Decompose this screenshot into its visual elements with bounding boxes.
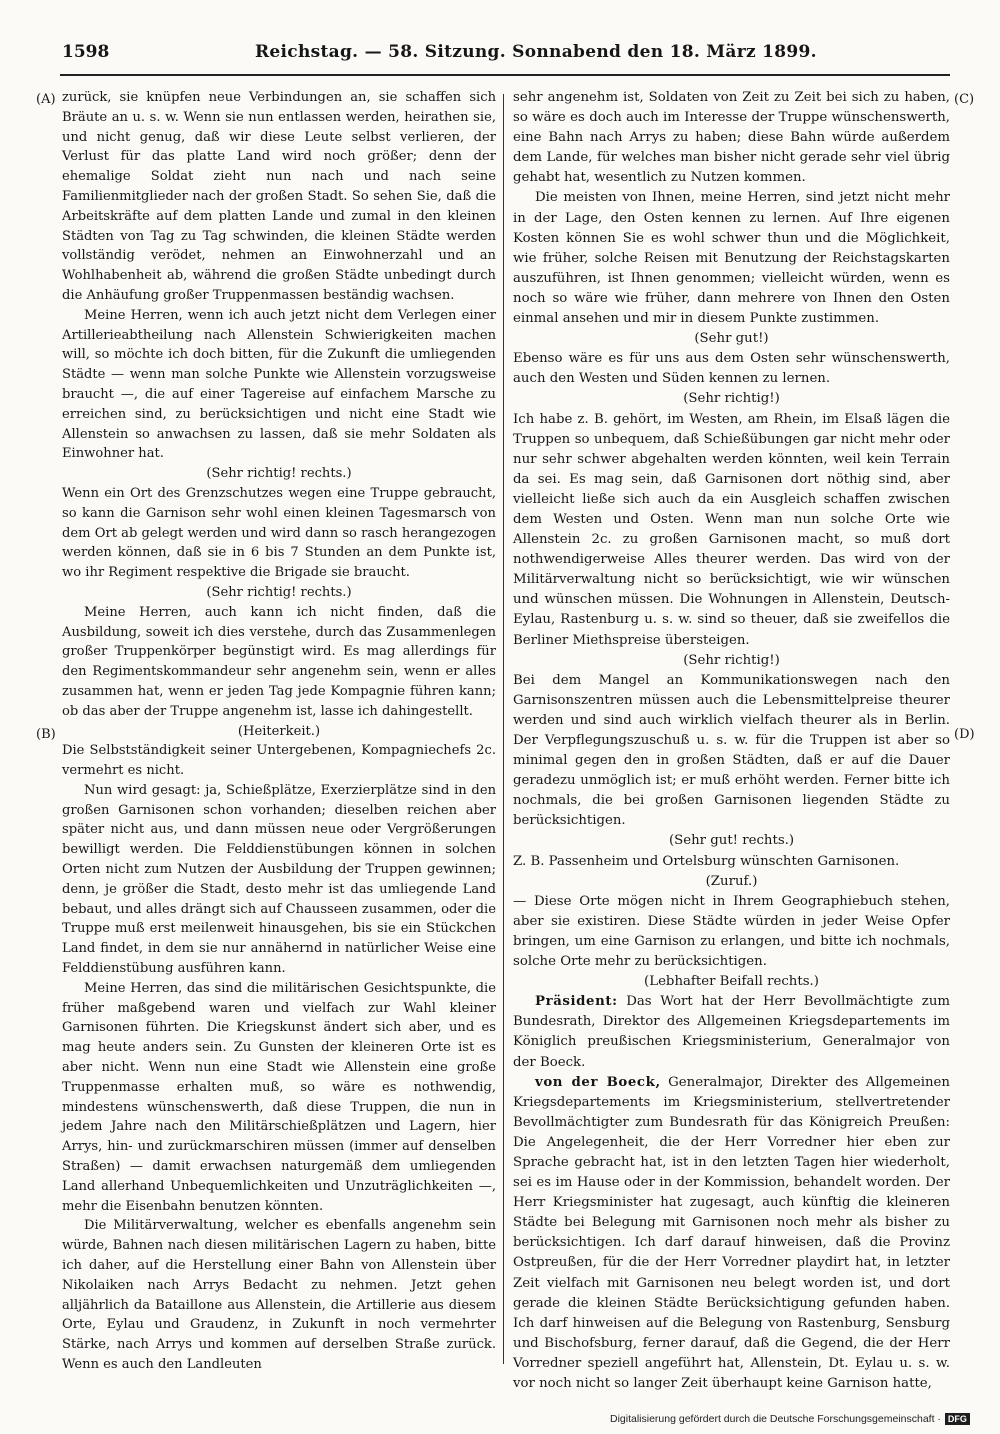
paragraph: Nun wird gesagt: ja, Schießplätze, Exerzierplätze sind in den großen Garnisonen schon vorhanden; dieselben reichen aber später nicht aus, und dann müssen neue oder Vergrößerungen bewilligt werden. Die Felddienstübungen können in solchen Orten nicht zum Nutzen der Ausbildung der Truppen gewinnen; denn, je größer die Stadt, desto mehr ist das umliegende Land bebaut, und alles drängt sich auf Chausseen zusammen, oder die Truppe muß erst meilenweit hinausgehen, bis sie ein Stückchen Land findet, in dem sie nur annähernd in natürlicher Weise eine Felddienstübung ausführen kann. xyxy=(62,782,496,977)
interjection: (Sehr richtig!) xyxy=(683,652,780,668)
interjection: (Sehr richtig!) xyxy=(683,391,780,407)
paragraph: Meine Herren, wenn ich auch jetzt nicht dem Verlegen einer Artillerieabtheilung nach Allenstein Schwierigkeiten machen will, so möchte ich doch bitten, für die Zukunft die umliegenden Städte — wenn man solche Punkte wie Allenstein vorzugsweise braucht —, die auf einer Tagereise auf einfachem Marsche zu erreichen sind, zu berücksichtigen und nicht eine Stadt wie Allenstein so anwachsen zu lassen, daß sie mehr Soldaten als Einwohner hat. xyxy=(62,307,496,462)
page-title: Reichstag. — 58. Sitzung. Sonnabend den 18. März 1899. xyxy=(255,42,817,62)
paragraph: Ebenso wäre es für uns aus dem Osten sehr wünschenswerth, auch den Westen und Süden kennen zu lernen. xyxy=(513,351,950,387)
paragraph: Wenn ein Ort des Grenzschutzes wegen eine Truppe gebraucht, so kann die Garnison sehr wohl einen kleinen Tagesmarsch von dem Ort ab gelegt werden und wird dann so rasch herangezogen werden können, daß sie in 6 bis 7 Stunden an dem Punkte ist, wo ihr Regiment respektive die Brigade sie braucht. xyxy=(62,485,496,581)
interjection: (Sehr gut! rechts.) xyxy=(668,833,795,849)
interjection: (Lebhafter Beifall rechts.) xyxy=(644,974,819,990)
digitization-credit xyxy=(610,1413,970,1425)
paragraph: Die Militärverwaltung, welcher es ebenfalls angenehm sein würde, Bahnen nach diesen militärischen Lagern zu haben, bitte ich daher, auf die Herstellung einer Bahn von Allenstein über Nikolaiken nach Arrys Bedacht zu nehmen. Jetzt gehen alljährlich da Bataillone aus Allenstein, die Artillerie aus diesem Orte, Eylau und Graudenz, in Zukunft in noch vermehrter Stärke, nach Arrys und kommen auf derselben Straße zurück. Wenn es auch den Landleuten xyxy=(62,1218,496,1372)
left-column xyxy=(62,88,496,1375)
paragraph: Meine Herren, das sind die militärischen Gesichtspunkte, die früher maßgebend waren und vielfach zur Wahl kleiner Garnisonen führten. Die Kriegskunst ändert sich aber, und es mag heute anders sein. Zu Gunsten der kleineren Orte ist es aber nicht. Wenn nun eine Stadt wie Allenstein eine große Truppenmasse erhalten muß, so wäre es nothwendig, mindestens wünschenswerth, daß diese Truppen, die nun in jedem Jahre nach den Militärschießplätzen und Lagern, hier Arrys, hin- und zurückmarschiren müssen (immer auf denselben Straßen) — damit erwachsen naturgemäß dem umliegenden Land allerhand Unbequemlichkeiten und Unzuträglichkeiten —, mehr die Eisenbahn benutzen könnten. xyxy=(62,980,496,1214)
speaker-name: von der Boeck, xyxy=(535,1074,661,1090)
paragraph: sehr angenehm ist, Soldaten von Zeit zu Zeit bei sich zu haben, so wäre es doch auch im Interesse der Truppe wünschenswerth, eine Bahn nach Arrys zu haben; diese Bahn würde außerdem dem Lande, für welches man bisher nicht gerade sehr viel übrig gehabt hat, wesentlich zu Nutzen kommen. xyxy=(513,90,950,186)
margin-mark-a: (A) xyxy=(36,92,56,107)
dfg-logo: DFG xyxy=(945,1413,970,1425)
paragraph: — Diese Orte mögen nicht in Ihrem Geographiebuch stehen, aber sie existiren. Diese Städte würden in jeder Weise Opfer bringen, um eine Garnison zu erlangen, und bitte ich nochmals, solche Orte mehr zu berücksichtigen. xyxy=(513,893,950,970)
paragraph: zurück, sie knüpfen neue Verbindungen an, sie schaffen sich Bräute an u. s. w. Wenn sie nun entlassen werden, heirathen sie, und nicht genug, daß wir diese Leute selbst verlieren, der Verlust für das platte Land wird noch größer; denn der ehemalige Soldat zieht nun nach und nach seine Familienmitglieder nach der großen Stadt. So sehen Sie, daß die Arbeitskräfte auf dem platten Lande und zumal in den kleinen Städten von Tag zu Tag schwinden, die kleinen Städte werden vollständig verödet, nehmen an Einwohnerzahl und an Wohlhabenheit ab, während die großen Städte unbedingt durch die Anhäufung großer Truppenmassen beständig wachsen. xyxy=(62,90,496,303)
paragraph: Bei dem Mangel an Kommunikationswegen nach den Garnisonszentren müssen auch die Lebensmittelpreise theurer werden und sind auch wirklich vielfach theurer als in Berlin. Der Verpflegungszuschuß u. s. w. für die Truppen ist aber so minimal gegen den in großen Städten, daß er auf die Dauer geradezu unmöglich ist; er muß erhöht werden. Ferner bitte ich nochmals, die bei großen Garnisonen liegenden Städte zu berücksichtigen. xyxy=(513,672,950,829)
margin-mark-d: (D) xyxy=(954,727,975,742)
speaker-name: Präsident: xyxy=(535,994,618,1010)
column-divider xyxy=(503,94,504,1364)
margin-mark-b: (B) xyxy=(36,727,56,742)
paragraph: Ich habe z. B. gehört, im Westen, am Rhein, im Elsaß lägen die Truppen so unbequem, daß Schießübungen gar nicht mehr oder nur sehr schwer abgehalten werden könnten, weil kein Terrain da sei. Es mag sein, daß Garnisonen dort nöthig sind, aber vielleicht ließe sich auch da ein Ausgleich schaffen zwischen dem Westen und Osten. Wenn man nun solche Orte wie Allenstein 2c. zu großen Garnisonen macht, so muß dort nothwendigerweise Alles theurer werden. Das wird von der Militärverwaltung nicht so berücksichtigt, wie wir wünschen und wünschen müssen. Die Wohnungen in Allenstein, Deutsch-Eylau, Rastenburg u. s. w. sind so theuer, daß sie zweifellos die Berliner Miethspreise übersteigen. xyxy=(513,411,950,648)
paragraph: Z. B. Passenheim und Ortelsburg wünschten Garnisonen. xyxy=(513,853,900,869)
speech-text: Generalmajor, Direkter des Allgemeinen Kriegsdepartements im Kriegsministerium, stellvertretender Bevollmächtigter zum Bundesrath für das Königreich Preußen: Die Angelegenheit, die der Herr Vorredner hier eben zur Sprache gebracht hat, ist in den letzten Tagen hier wiederholt, sei es im Hause oder in der Kommission, behandelt worden. Der Herr Kriegsminister hat zugesagt, auch künftig die kleineren Städte bei Belegung mit Garnisonen noch mehr als bisher zu berücksichtigen. Ich darf darauf hinweisen, daß die Provinz Ostpreußen, für die der Herr Vorredner playdirt hat, in letzter Zeit vielfach mit Garnisonen neu belegt worden ist, und dort gerade die kleinen Städte Berücksichtigung gefunden haben. Ich darf hinweisen auf die Belegung von Rastenburg, Sensburg und Bischofsburg, ferner darauf, daß die Gegend, die der Herr Vorredner speziell angeführt hat, Allenstein, Dt. Eylau u. s. w. vor noch nicht so langer Zeit überhaupt keine Garnison hatte, xyxy=(513,1074,950,1391)
speech-paragraph xyxy=(513,992,950,1072)
paragraph: Meine Herren, auch kann ich nicht finden, daß die Ausbildung, soweit ich dies verstehe, durch das Zusammenlegen großer Truppenkörper begünstigt wird. Es mag allerdings für den Regimentskommandeur sehr angenehm sein, wenn er alles zusammen hat, wenn er jeden Tag jede Kompagnie führen kann; ob das aber der Truppe angenehm ist, lasse ich dahingestellt. xyxy=(62,604,496,719)
interjection: (Sehr gut!) xyxy=(694,331,769,347)
interjection: (Heiterkeit.) xyxy=(237,723,321,739)
speech-text: Das Wort hat der Herr Bevollmächtigte zum Bundesrath, Direktor des Allgemeinen Kriegsdepartements im Königlich preußischen Kriegsministerium, Generalmajor von der Boeck. xyxy=(513,994,950,1070)
interjection: (Zuruf.) xyxy=(705,873,758,889)
paragraph: Die meisten von Ihnen, meine Herren, sind jetzt nicht mehr in der Lage, den Osten kennen zu lernen. Auf Ihre eigenen Kosten können Sie es wohl schwer thun und die Möglichkeit, wie früher, solche Reisen mit Benutzung der Reichstagskarten auszuführen, ist Ihnen genommen; vielleicht würden, wenn es noch so wäre wie früher, dann mehrere von Ihnen den Osten einmal ansehen und mir in diesem Punkte zustimmen. xyxy=(513,190,950,327)
paragraph: Die Selbstständigkeit seiner Untergebenen, Kompagniechefs 2c. vermehrt es nicht. xyxy=(62,743,496,779)
margin-mark-c: (C) xyxy=(954,92,975,107)
right-column xyxy=(513,88,950,1394)
credit-text: Digitalisierung gefördert durch die Deutsche Forschungsgemeinschaft · xyxy=(610,1413,941,1425)
header-rule xyxy=(60,74,950,76)
speech-paragraph xyxy=(513,1073,950,1395)
interjection: (Sehr richtig! rechts.) xyxy=(206,584,352,600)
page-number: 1598 xyxy=(62,42,110,62)
interjection: (Sehr richtig! rechts.) xyxy=(206,466,352,482)
